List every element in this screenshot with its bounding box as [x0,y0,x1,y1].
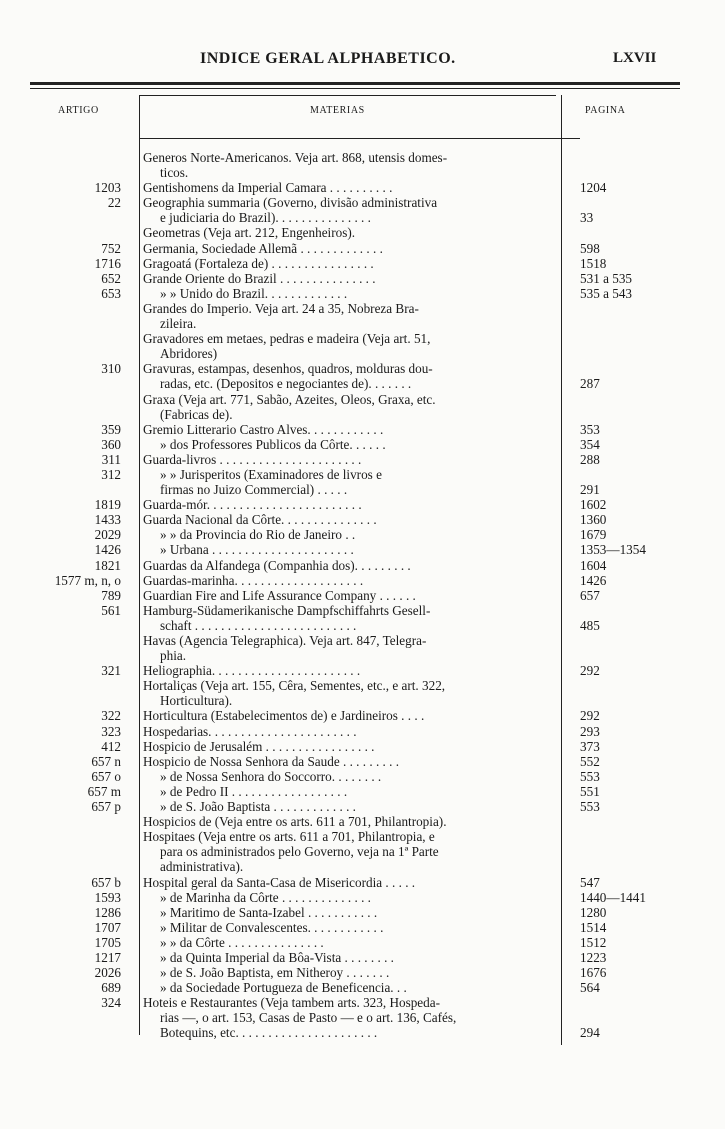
entry-line [0,271,725,286]
entry-line [0,603,725,618]
entry-materia: Hoteis e Restaurantes (Veja tambem arts. 323, Hospeda- [143,995,440,1011]
entry-pagina: 1679 [580,527,607,543]
entry-materia: ticos. [160,165,189,181]
entry-artigo: 323 [101,723,121,739]
entry-line [0,331,725,346]
entry-materia: » » da Provincia do Rio de Janeiro . . [160,527,356,543]
index-entry [0,603,725,633]
entry-materia: » da Quinta Imperial da Bôa-Vista . . . . . . . . [160,949,394,965]
index-entry [0,301,725,331]
entry-materia: firmas no Juizo Commercial) . . . . . [160,482,348,498]
entry-line [0,407,725,422]
entry-line [0,995,725,1010]
entry-materia: Guarda Nacional da Côrte. . . . . . . . . . . . . . . [143,512,377,528]
entry-pagina: 547 [580,874,600,890]
entry-pagina: 1204 [580,180,607,196]
index-entry [0,527,725,542]
entry-materia: Hamburg-Südamerikanische Dampfschiffahrts Gesell- [143,602,431,618]
entry-artigo: 2026 [94,965,121,981]
entry-line [0,225,725,240]
entry-pagina: 353 [580,421,600,437]
column-header-pagina: PAGINA [585,105,626,116]
entry-line [0,467,725,482]
index-entry [0,195,725,225]
index-entries [0,150,725,1041]
index-entry [0,512,725,527]
entry-pagina: 1223 [580,949,607,965]
entry-line [0,542,725,557]
entry-materia: Guardian Fire and Life Assurance Company . . . . . . [143,587,416,603]
entry-materia: Guarda-mór. . . . . . . . . . . . . . . . . . . . . . . . [143,497,362,513]
entry-pagina: 485 [580,617,600,633]
entry-line [0,814,725,829]
header-rule-thick [30,82,680,85]
entry-line [0,935,725,950]
entry-line [0,739,725,754]
entry-pagina: 373 [580,738,600,754]
entry-line [0,346,725,361]
entry-materia: Hortaliças (Veja art. 155, Cêra, Sementes, etc., e art. 322, [143,678,446,694]
entry-materia: Guardas-marinha. . . . . . . . . . . . . . . . . . . . [143,572,364,588]
entry-line [0,648,725,663]
index-entry [0,452,725,467]
entry-materia: Geometras (Veja art. 212, Engenheiros). [143,225,356,241]
entry-line [0,180,725,195]
entry-artigo: 789 [101,587,121,603]
entry-artigo: 1433 [94,512,121,528]
entry-pagina: 287 [580,376,600,392]
entry-artigo: 321 [101,663,121,679]
entry-materia: » dos Professores Publicos da Côrte. . . . . . [160,436,386,452]
entry-materia: » » Unido do Brazil. . . . . . . . . . . . . [160,285,348,301]
index-entry [0,225,725,240]
entry-line [0,890,725,905]
entry-pagina: 531 a 535 [580,270,633,286]
entry-pagina: 552 [580,753,600,769]
entry-materia: Heliographia. . . . . . . . . . . . . . . . . . . . . . . [143,663,361,679]
index-entry [0,875,725,890]
entry-artigo: 1593 [94,889,121,905]
entry-artigo: 322 [101,708,121,724]
entry-artigo: 1707 [94,919,121,935]
entry-pagina: 1360 [580,512,607,528]
index-entry [0,150,725,180]
entry-line [0,859,725,874]
entry-line [0,799,725,814]
index-entry [0,980,725,995]
entry-pagina: 291 [580,482,600,498]
entry-line [0,361,725,376]
index-entry [0,180,725,195]
entry-artigo: 412 [101,738,121,754]
entry-pagina: 1440—1441 [580,889,646,905]
entry-pagina: 551 [580,783,600,799]
entry-line [0,452,725,467]
entry-line [0,980,725,995]
entry-materia: Horticultura (Estabelecimentos de) e Jardineiros . . . . [143,708,425,724]
entry-artigo: 2029 [94,527,121,543]
entry-materia: schaft . . . . . . . . . . . . . . . . . . . . . . . . . [160,617,357,633]
entry-line [0,965,725,980]
index-entry [0,392,725,422]
entry-line [0,210,725,225]
index-entry [0,920,725,935]
page-title: INDICE GERAL ALPHABETICO. [200,50,456,67]
entry-pagina: 598 [580,240,600,256]
entry-materia: administrativa). [160,859,244,875]
entry-artigo: 657 b [91,874,121,890]
entry-pagina: 564 [580,980,600,996]
entry-artigo: 310 [101,361,121,377]
entry-line [0,165,725,180]
entry-line [0,724,725,739]
entry-materia: Hospitaes (Veja entre os arts. 611 a 701, Philantropia, e [143,829,435,845]
columns-rule-bottom [140,138,580,139]
entry-pagina: 1514 [580,919,607,935]
entry-pagina: 1676 [580,965,607,981]
entry-materia: » da Sociedade Portugueza de Beneficencia. . . [160,980,407,996]
index-entry [0,890,725,905]
entry-artigo: 657 o [91,768,121,784]
index-entry [0,241,725,256]
index-entry [0,784,725,799]
entry-materia: Guarda-livros . . . . . . . . . . . . . . . . . . . . . . [143,451,362,467]
entry-materia: » de S. João Baptista . . . . . . . . . . . . . [160,799,356,815]
entry-artigo: 311 [101,451,121,467]
entry-pagina: 1518 [580,255,607,271]
entry-pagina: 1512 [580,934,607,950]
entry-artigo: 1821 [94,557,121,573]
entry-line [0,512,725,527]
entry-line [0,437,725,452]
column-header-materias: MATERIAS [310,105,365,116]
entry-line [0,301,725,316]
entry-artigo: 752 [101,240,121,256]
entry-artigo: 1426 [94,542,121,558]
entry-pagina: 293 [580,723,600,739]
entry-line [0,573,725,588]
entry-line [0,633,725,648]
index-entry [0,935,725,950]
entry-pagina: 1353—1354 [580,542,646,558]
index-entry [0,361,725,391]
entry-line [0,150,725,165]
entry-artigo: 657 n [91,753,121,769]
entry-artigo: 22 [107,195,121,211]
entry-materia: rias —, o art. 153, Casas de Pasto — e o art. 136, Cafés, [160,1010,457,1026]
entry-line [0,376,725,391]
entry-line [0,708,725,723]
entry-line [0,422,725,437]
entry-materia: Grandes do Imperio. Veja art. 24 a 35, Nobreza Bra- [143,300,419,316]
entry-materia: Guardas da Alfandega (Companhia dos). . . . . . . . . [143,557,411,573]
entry-artigo: 360 [101,436,121,452]
index-entry [0,286,725,301]
index-entry [0,542,725,557]
entry-line [0,527,725,542]
entry-artigo: 653 [101,285,121,301]
page-header [0,50,725,72]
entry-line [0,754,725,769]
entry-materia: Botequins, etc. . . . . . . . . . . . . . . . . . . . . . [160,1025,378,1041]
entry-pagina: 1426 [580,572,607,588]
entry-line [0,663,725,678]
index-entry [0,558,725,573]
entry-artigo: 324 [101,995,121,1011]
entry-artigo: 1217 [94,949,121,965]
entry-line [0,392,725,407]
entry-artigo: 652 [101,270,121,286]
entry-materia: Gentishomens da Imperial Camara . . . . . . . . . . [143,180,393,196]
entry-materia: » » Jurisperitos (Examinadores de livros e [160,466,382,482]
entry-artigo: 1705 [94,934,121,950]
entry-materia: (Fabricas de). [160,406,233,422]
index-entry [0,995,725,1040]
index-entry [0,678,725,708]
entry-artigo: 657 p [91,799,121,815]
page-number: LXVII [613,50,657,66]
entry-line [0,829,725,844]
entry-materia: » de Marinha da Côrte . . . . . . . . . . . . . . [160,889,371,905]
index-entry [0,331,725,361]
index-entry [0,829,725,874]
entry-pagina: 294 [580,1025,600,1041]
index-entry [0,633,725,663]
entry-line [0,482,725,497]
entry-materia: » de Pedro II . . . . . . . . . . . . . . . . . . [160,783,348,799]
entry-pagina: 1604 [580,557,607,573]
entry-materia: Geographia summaria (Governo, divisão administrativa [143,195,438,211]
entry-line [0,286,725,301]
entry-artigo: 689 [101,980,121,996]
entry-pagina: 292 [580,663,600,679]
column-header-artigo: ARTIGO [58,105,99,116]
index-entry [0,724,725,739]
index-entry [0,663,725,678]
entry-materia: Hospicio de Jerusalém . . . . . . . . . . . . . . . . . [143,738,375,754]
entry-materia: Horticultura). [160,693,233,709]
entry-materia: Hospicios de (Veja entre os arts. 611 a 701, Philantropia). [143,814,447,830]
entry-line [0,905,725,920]
entry-materia: Abridores) [160,346,218,362]
entry-line [0,241,725,256]
entry-artigo: 1286 [94,904,121,920]
entry-materia: Havas (Agencia Telegraphica). Veja art. 847, Telegra- [143,633,427,648]
index-entry [0,799,725,814]
entry-artigo: 1203 [94,180,121,196]
entry-line [0,1010,725,1025]
index-entry [0,814,725,829]
entry-materia: radas, etc. (Depositos e negociantes de). . . . . . . [160,376,412,392]
entry-pagina: 288 [580,451,600,467]
index-entry [0,497,725,512]
entry-line [0,195,725,210]
index-entry [0,422,725,437]
entry-pagina: 1280 [580,904,607,920]
entry-materia: Graxa (Veja art. 771, Sabão, Azeites, Oleos, Graxa, etc. [143,391,436,407]
entry-line [0,618,725,633]
columns-rule-top [140,95,556,96]
entry-materia: Hospedarias. . . . . . . . . . . . . . . . . . . . . . . [143,723,357,739]
entry-line [0,950,725,965]
entry-artigo: 312 [101,466,121,482]
entry-line [0,693,725,708]
index-entry [0,754,725,769]
entry-line [0,769,725,784]
entry-materia: Hospicio de Nossa Senhora da Saude . . . . . . . . . [143,753,400,769]
entry-materia: Gremio Litterario Castro Alves. . . . . . . . . . . . [143,421,384,437]
entry-artigo: 657 m [87,783,121,799]
entry-line [0,844,725,859]
entry-line [0,678,725,693]
entry-pagina: 1602 [580,497,607,513]
entry-line [0,316,725,331]
entry-artigo: 359 [101,421,121,437]
entry-materia: » Maritimo de Santa-Izabel . . . . . . . . . . . [160,904,378,920]
entry-materia: Gravuras, estampas, desenhos, quadros, molduras dou- [143,361,433,377]
entry-materia: Gragoatá (Fortaleza de) . . . . . . . . . . . . . . . . [143,255,374,271]
entry-line [0,784,725,799]
entry-materia: » de S. João Baptista, em Nitheroy . . . . . . . [160,965,390,981]
index-entry [0,905,725,920]
entry-materia: e judiciaria do Brazil). . . . . . . . . . . . . . . [160,210,371,226]
entry-materia: Hospital geral da Santa-Casa de Misericordia . . . . . [143,874,416,890]
index-entry [0,739,725,754]
index-entry [0,965,725,980]
entry-pagina: 33 [580,210,594,226]
entry-line [0,920,725,935]
index-entry [0,950,725,965]
entry-artigo: 1716 [94,255,121,271]
index-entry [0,256,725,271]
entry-line [0,558,725,573]
entry-materia: Germania, Sociedade Allemã . . . . . . . . . . . . . [143,240,383,256]
entry-materia: zileira. [160,316,197,332]
entry-materia: » Urbana . . . . . . . . . . . . . . . . . . . . . . [160,542,354,558]
entry-materia: Grande Oriente do Brazil . . . . . . . . . . . . . . . [143,270,376,286]
entry-pagina: 535 a 543 [580,285,633,301]
entry-pagina: 553 [580,768,600,784]
index-entry [0,588,725,603]
entry-artigo: 1577 m, n, o [54,572,121,588]
entry-line [0,497,725,512]
index-entry [0,467,725,497]
entry-line [0,875,725,890]
entry-pagina: 354 [580,436,600,452]
index-entry [0,573,725,588]
index-entry [0,769,725,784]
index-entry [0,271,725,286]
entry-materia: » » da Côrte . . . . . . . . . . . . . . . [160,934,324,950]
index-entry [0,708,725,723]
index-entry [0,437,725,452]
entry-materia: phia. [160,648,187,664]
header-rule-thin [30,88,680,89]
entry-materia: Generos Norte-Americanos. Veja art. 868, utensis domes- [143,150,448,165]
entry-materia: » de Nossa Senhora do Soccorro. . . . . . . . [160,768,382,784]
entry-line [0,256,725,271]
entry-line [0,1025,725,1040]
entry-pagina: 553 [580,799,600,815]
entry-artigo: 561 [101,602,121,618]
entry-artigo: 1819 [94,497,121,513]
entry-materia: Gravadores em metaes, pedras e madeira (Veja art. 51, [143,331,431,347]
entry-materia: » Militar de Convalescentes. . . . . . . . . . . . [160,919,384,935]
entry-line [0,588,725,603]
entry-pagina: 657 [580,587,600,603]
entry-materia: para os administrados pelo Governo, veja na 1ª Parte [160,844,439,860]
entry-pagina: 292 [580,708,600,724]
